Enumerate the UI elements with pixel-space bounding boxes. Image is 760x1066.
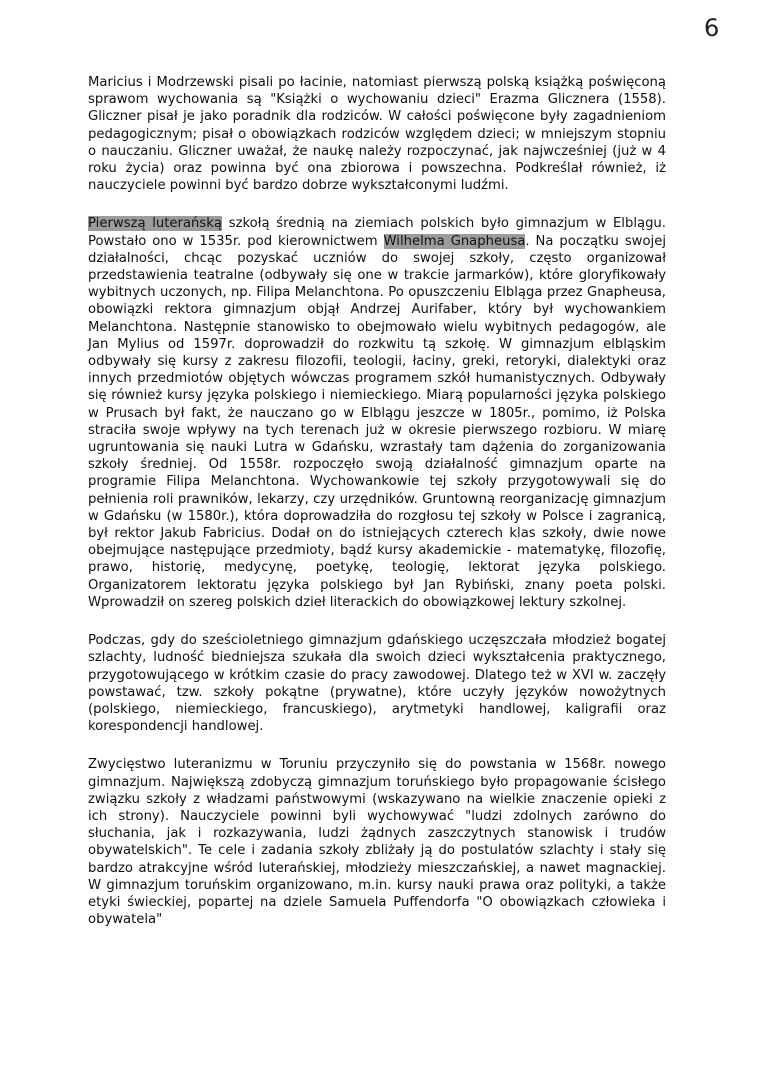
paragraph: [88, 215, 666, 611]
paragraph-text: Zwycięstwo luteranizmu w Toruniu przyczyniło się do powstania w 1568r. nowego gimnazjum. Największą zdobyczą gimnazjum toruńskiego było propagowanie ścisłego związku szkoły z władzami państwowymi (wskazywano na wielkie znaczenie opieki z ich strony). Nauczyciele powinni byli wychowywać "ludzi zdolnych zarówno do słuchania, jak i rozkazywania, ludzi żądnych zaszczytnych stanowisk i trudów obywatelskich". Te cele i zadania szkoły zbliżały ją do postulatów szlachty i stały się bardzo atrakcyjne wśród luterańskiej, młodzieży mieszczańskiej, a nawet magnackiej. W gimnazjum toruńskim organizowano, m.in. kursy nauki prawa oraz polityki, a także etyki świeckiej, popartej na dziele Samuela Puffendorfa "O obowiązkach człowieka i obywatela": [88, 757, 666, 928]
page-number: 6: [703, 13, 720, 43]
paragraph-text: szkołą średnią na ziemiach polskich było gimnazjum w Elblągu. Powstało ono w 1535r. pod kierownictwem: [88, 216, 666, 249]
paragraph: [88, 632, 666, 735]
document-body: [88, 74, 666, 949]
paragraph-text: . Na początku swojej działalności, chcąc pozyskać uczniów do swojej szkoły, często organizował przedstawienia teatralne (odbywały się one w trakcie jarmarków), które gloryfikowały wybitnych uczonych, np. Filipa Melanchtona. Po opuszczeniu Elbląga przez Gnapheusa, obowiązki rektora gimnazjum objął Andrzej Aurifaber, który był wychowankiem Melanchtona. Następnie stanowisko to obejmowało wielu wybitnych pedagogów, ale Jan Mylius od 1597r. doprowadził do rozkwitu tą szkołę. W gimnazjum elbląskim odbywały się kursy z zakresu filozofii, teologii, łaciny, greki, retoryki, dialektyki oraz innych przedmiotów objętych wówczas programem szkół humanistycznych. Odbywały się również kursy języka polskiego i niemieckiego. Miarą popularności języka polskiego w Prusach był fakt, że nauczano go w Elblągu jeszcze w 1805r., pomimo, iż Polska straciła swoje wpływy na tych terenach już w okresie pierwszego rozbioru. W miarę ugruntowania się nauki Lutra w Gdańsku, wzrastały tam dążenia do zorganizowania szkoły średniej. Od 1558r. rozpoczęło swoją działalność gimnazjum oparte na programie Filipa Melanchtona. Wychowankowie tej szkoły przygotowywali się do pełnienia roli prawników, lekarzy, czy urzędników. Gruntowną reorganizację gimnazjum w Gdańsku (w 1580r.), która doprowadziła do rozgłosu tej szkoły w Polsce i zagranicą, był rektor Jakub Fabricius. Dodał on do istniejących czterech klas szkoły, dwie nowe obejmujące następujące przedmioty, bądź kursy akademickie - matematykę, filozofię, prawo, historię, medycynę, poetykę, teologię, lektorat języka polskiego. Organizatorem lektoratu języka polskiego był Jan Rybiński, znany poeta polski. Wprowadził on szereg polskich dzieł literackich do obowiązkowej lektury szkolnej.: [88, 233, 666, 610]
paragraph: [88, 74, 666, 194]
highlighted-text: Wilhelma Gnapheusa: [383, 233, 526, 249]
highlighted-text: Pierwszą luterańską: [88, 216, 222, 232]
paragraph-text: Maricius i Modrzewski pisali po łacinie, natomiast pierwszą polską książką poświęconą sprawom wychowania są "Książki o wychowaniu dzieci" Erazma Glicznera (1558). Gliczner pisał je jako poradnik dla rodziców. W całości poświęcone były zagadnieniom pedagogicznym; pisał o obowiązkach rodziców względem dzieci; w mniejszym stopniu o nauczaniu. Gliczner uważał, że naukę należy rozpoczynać, jak najwcześniej (już w 4 roku życia) oraz powinna być ona zbiorowa i powszechna. Podkreślał również, iż nauczyciele powinni być bardzo dobrze wykształconymi ludźmi.: [88, 75, 666, 194]
paragraph: [88, 756, 666, 928]
paragraph-text: Podczas, gdy do sześcioletniego gimnazjum gdańskiego uczęszczała młodzież bogatej szlachty, ludność biedniejsza szukała dla swoich dzieci wykształcenia praktycznego, przygotowującego w krótkim czasie do pracy zawodowej. Dlatego też w XVI w. zaczęły powstawać, tzw. szkoły pokątne (prywatne), które uczyły języków nowożytnych (polskiego, niemieckiego, francuskiego), arytmetyki handlowej, kaligrafii oraz korespondencji handlowej.: [88, 633, 666, 735]
